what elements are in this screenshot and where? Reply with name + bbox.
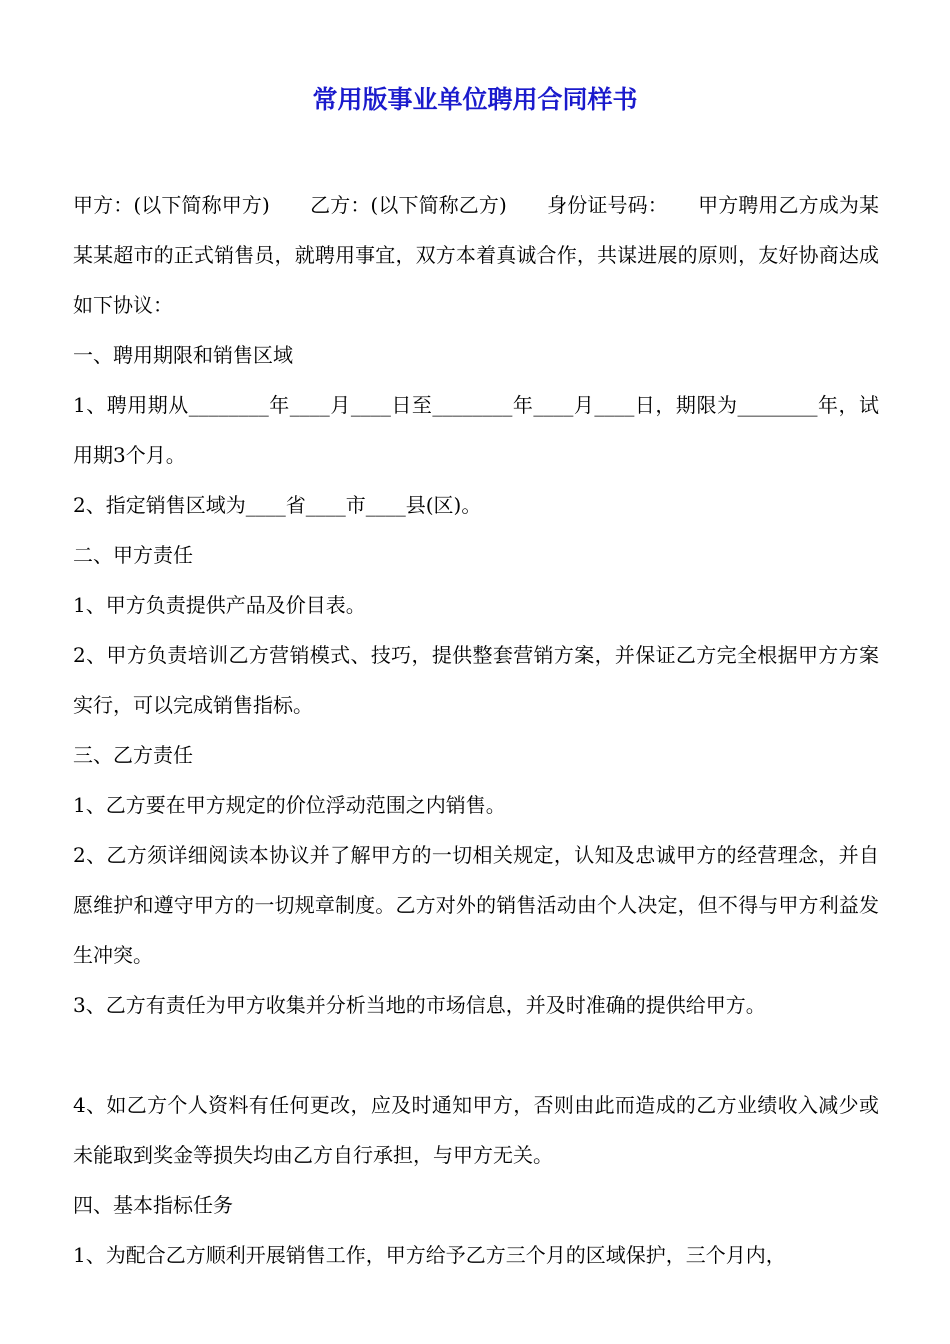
clause-4-1: 1、为配合乙方顺利开展销售工作，甲方给予乙方三个月的区域保护，三个月内， (73, 1243, 786, 1267)
clause-2-1: 1、甲方负责提供产品及价目表。 (73, 593, 366, 617)
clause-3-1: 1、乙方要在甲方规定的价位浮动范围之内销售。 (73, 793, 506, 817)
clause-2-2: 2、甲方负责培训乙方营销模式、技巧，提供整套营销方案，并保证乙方完全根据甲方方案实行，可以完成销售指标。 (73, 643, 879, 717)
blank-line (73, 1030, 879, 1080)
clause-3-4: 4、如乙方个人资料有任何更改，应及时通知甲方，否则由此而造成的乙方业绩收入减少或未能取到奖金等损失均由乙方自行承担，与甲方无关。 (73, 1093, 879, 1167)
section-heading-4: 四、基本指标任务 (73, 1193, 233, 1217)
clause-3-3: 3、乙方有责任为甲方收集并分析当地的市场信息，并及时准确的提供给甲方。 (73, 993, 766, 1017)
clause-1-1: 1、聘用期从________年____月____日至________年____月____日，期限为________年，试用期3个月。 (73, 393, 879, 467)
intro-paragraph: 甲方：(以下简称甲方) 乙方：(以下简称乙方) 身份证号码： 甲方聘用乙方成为某某某超市的正式销售员，就聘用事宜，双方本着真诚合作，共谋进展的原则，友好协商达成如下协议： (73, 193, 879, 317)
document-title: 常用版事业单位聘用合同样书 (312, 85, 638, 114)
section-heading-1: 一、聘用期限和销售区域 (73, 343, 293, 367)
section-heading-3: 三、乙方责任 (73, 743, 193, 767)
clause-1-2: 2、指定销售区域为____省____市____县(区)。 (73, 493, 482, 517)
clause-3-2: 2、乙方须详细阅读本协议并了解甲方的一切相关规定，认知及忠诚甲方的经营理念，并自愿维护和遵守甲方的一切规章制度。乙方对外的销售活动由个人决定，但不得与甲方利益发生冲突。 (73, 843, 879, 967)
section-heading-2: 二、甲方责任 (73, 543, 193, 567)
document-body (73, 180, 879, 1280)
